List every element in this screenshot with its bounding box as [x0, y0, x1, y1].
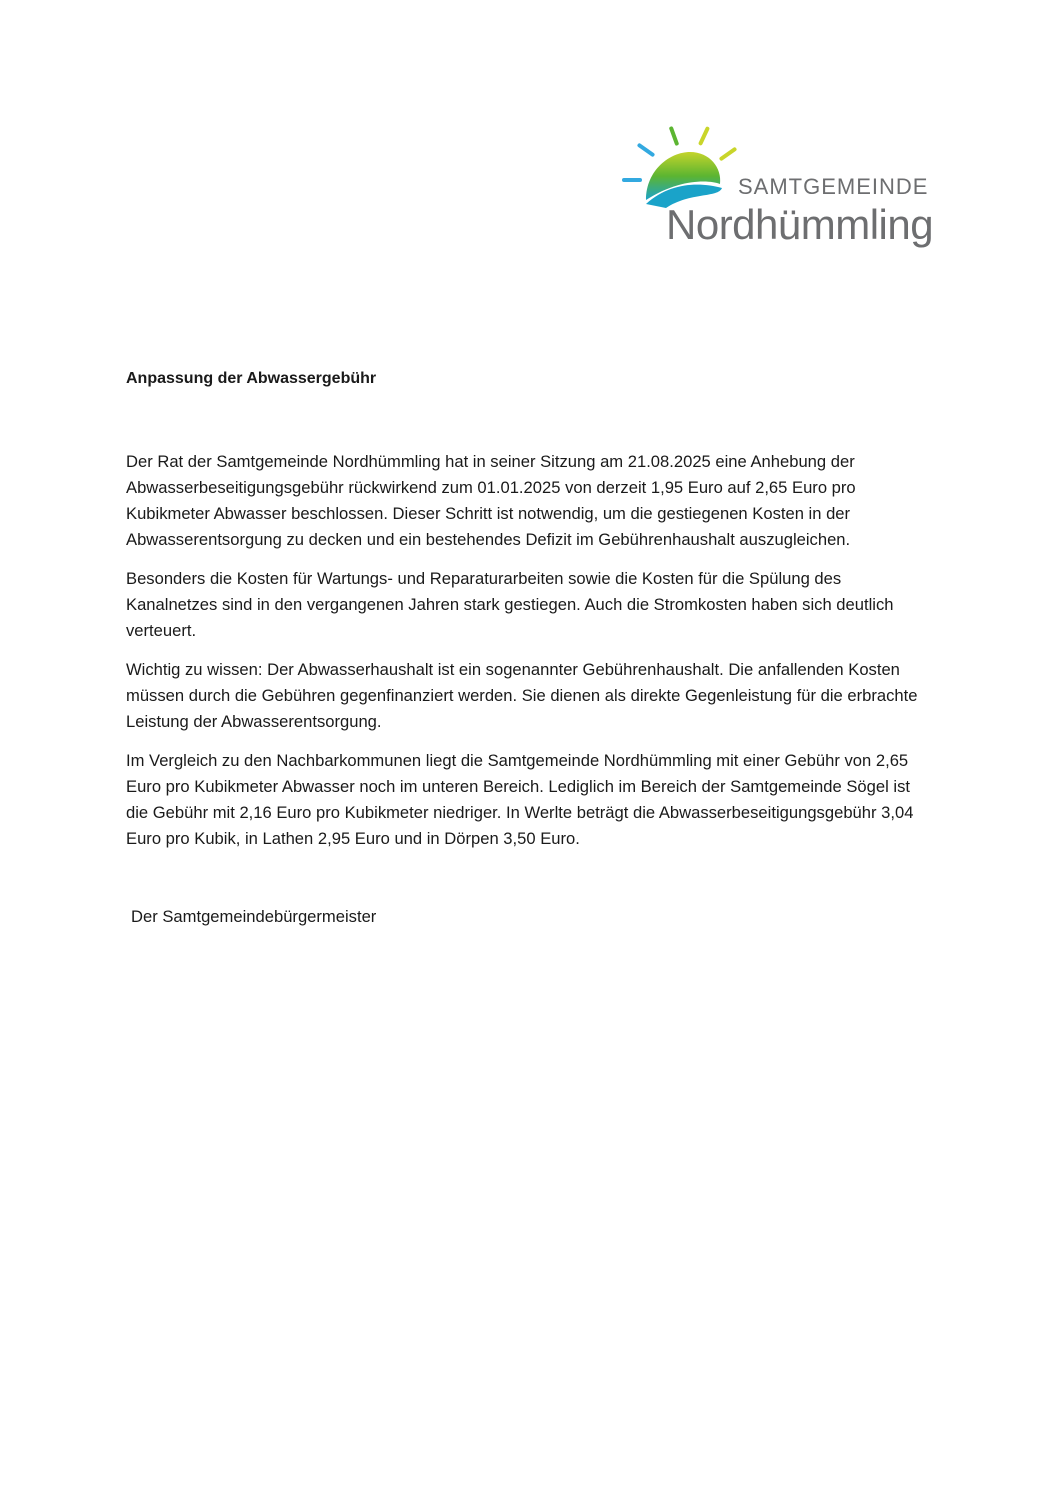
logo-text-samtgemeinde: SAMTGEMEINDE — [738, 174, 929, 199]
sun-dome-icon — [620, 122, 750, 212]
paragraph: Im Vergleich zu den Nachbarkommunen liegt die Samtgemeinde Nordhümmling mit einer Gebühr von 2,65 Euro pro Kubikmeter Abwasser noch im unteren Bereich. Lediglich im Bereich der Samtgemeinde Sögel ist die Gebühr mit 2,16 Euro pro Kubikmeter niedriger. In Werlte beträgt die Abwasserbeseitigungsgebühr 3,04 Euro pro Kubik, in Lathen 2,95 Euro und in Dörpen 3,50 Euro. — [126, 751, 914, 848]
paragraph: Besonders die Kosten für Wartungs- und Reparaturarbeiten sowie die Kosten für die Spülung des Kanalnetzes sind in den vergangenen Jahren stark gestiegen. Auch die Stromkosten haben sich deutlich verteuert. — [126, 569, 894, 640]
document-body — [126, 366, 936, 865]
logo-text-nordhuemmling: Nordhümmling — [666, 201, 934, 248]
paragraph: Der Rat der Samtgemeinde Nordhümmling hat in seiner Sitzung am 21.08.2025 eine Anhebung der Abwasserbeseitigungsgebühr rückwirkend zum 01.01.2025 von derzeit 1,95 Euro auf 2,65 Euro pro Kubikmeter Abwasser beschlossen. Dieser Schritt ist notwendig, um die gestiegenen Kosten in der Abwasserentsorgung zu decken und ein bestehendes Defizit im Gebührenhaushalt auszugleichen. — [126, 452, 856, 549]
signature: Der Samtgemeindebürgermeister — [131, 907, 377, 926]
samtgemeinde-logo — [620, 122, 950, 257]
paragraph: Wichtig zu wissen: Der Abwasserhaushalt ist ein sogenannter Gebührenhaushalt. Die anfallenden Kosten müssen durch die Gebühren gegenfinanziert werden. Sie dienen als direkte Gegenleistung für die erbrachte Leistung der Abwasserentsorgung. — [126, 660, 918, 731]
document-title: Anpassung der Abwassergebühr — [126, 370, 377, 387]
